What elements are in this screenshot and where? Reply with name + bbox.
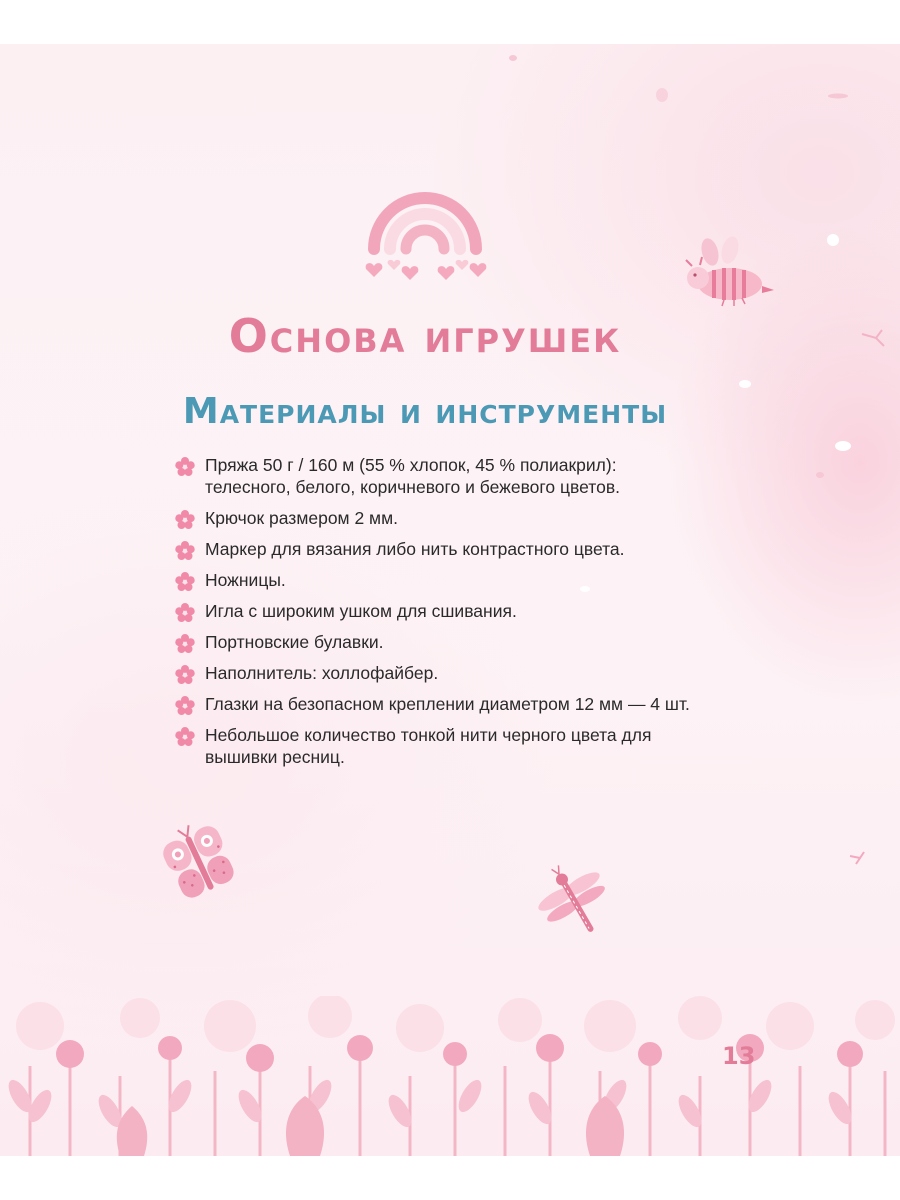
list-item-text: Портновские булавки.	[205, 632, 384, 652]
list-item-text: Наполнитель: холлофайбер.	[205, 663, 439, 683]
page-number: 13	[722, 1042, 756, 1070]
flower-icon	[174, 633, 196, 655]
list-item	[174, 724, 694, 768]
list-item-text: Пряжа 50 г / 160 м (55 % хлопок, 45 % полиакрил): телесного, белого, коричневого и бежевого цветов.	[205, 455, 620, 497]
list-item	[174, 600, 694, 622]
flower-icon	[174, 664, 196, 686]
flower-meadow	[0, 996, 900, 1156]
page-title: Основа игрушек	[228, 309, 622, 363]
flower-icon	[174, 571, 196, 593]
list-item-text: Маркер для вязания либо нить контрастного цвета.	[205, 539, 625, 559]
list-item-text: Небольшое количество тонкой нити черного цвета для вышивки ресниц.	[205, 725, 652, 767]
list-item	[174, 662, 694, 684]
list-item-text: Крючок размером 2 мм.	[205, 508, 398, 528]
flower-icon	[174, 602, 196, 624]
flower-icon	[174, 695, 196, 717]
list-item	[174, 631, 694, 653]
list-item-text: Игла с широким ушком для сшивания.	[205, 601, 517, 621]
flower-icon	[174, 540, 196, 562]
list-item	[174, 454, 694, 498]
section-subtitle: Материалы и инструменты	[182, 391, 668, 432]
bee-icon	[680, 232, 780, 312]
dragonfly-icon	[530, 862, 620, 942]
flower-icon	[174, 456, 196, 478]
list-item	[174, 507, 694, 529]
list-item	[174, 538, 694, 560]
list-item-text: Ножницы.	[205, 570, 286, 590]
list-item	[174, 569, 694, 591]
rainbow-icon	[360, 169, 490, 284]
flower-icon	[174, 509, 196, 531]
flower-icon	[174, 726, 196, 748]
list-item-text: Глазки на безопасном креплении диаметром 12 мм — 4 шт.	[205, 694, 690, 714]
butterfly-icon	[160, 824, 250, 904]
book-page	[0, 44, 900, 1156]
list-item	[174, 693, 694, 715]
materials-list	[174, 454, 694, 777]
